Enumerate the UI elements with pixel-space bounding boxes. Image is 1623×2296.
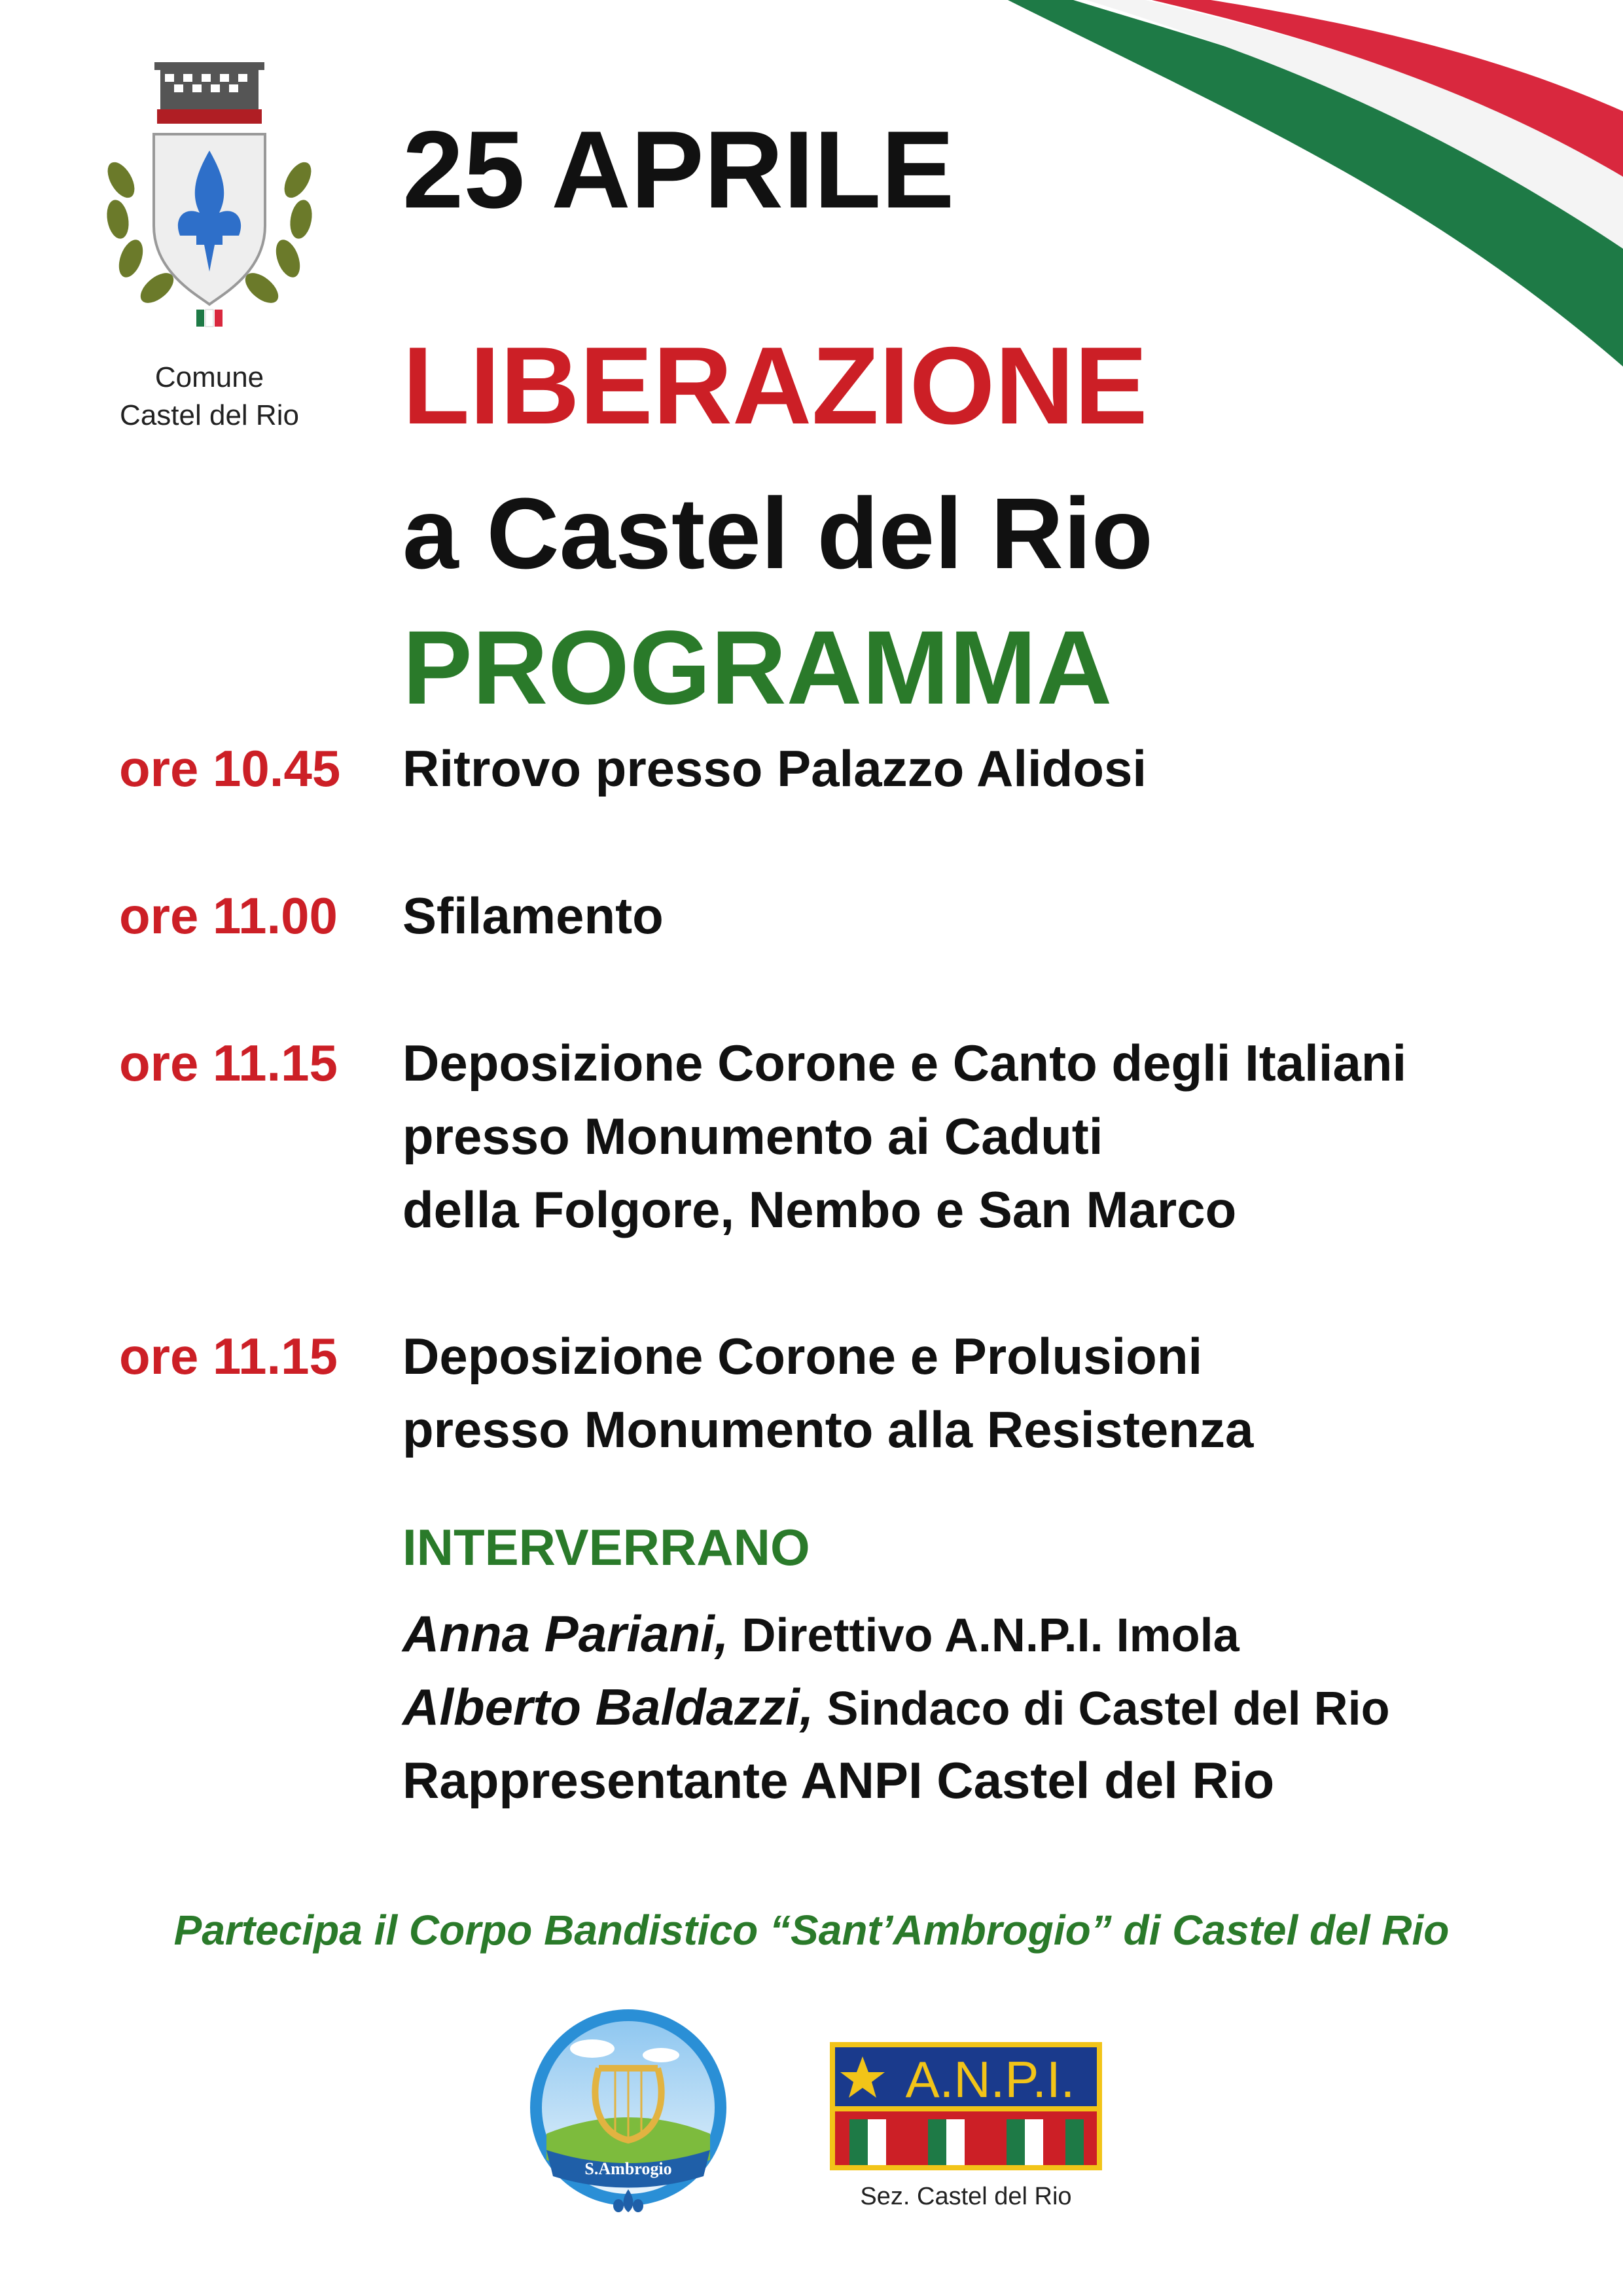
comune-label-line2: Castel del Rio [120, 399, 299, 431]
program-time: ore 11.15 [119, 1034, 338, 1092]
program-time: ore 11.15 [119, 1327, 338, 1385]
program-time: ore 11.00 [119, 887, 338, 944]
program-line: Deposizione Corone e Canto degli Italiani [402, 1034, 1407, 1092]
program-line: Deposizione Corone e Prolusioni [402, 1327, 1203, 1385]
speaker-name: Anna Pariani, [402, 1605, 729, 1662]
program-line: presso Monumento ai Caduti [402, 1107, 1103, 1165]
program-description [402, 732, 1600, 805]
program-time: ore 10.45 [119, 740, 341, 797]
anpi-logo-text: A.N.P.I. [905, 2051, 1075, 2108]
program-line: della Folgore, Nembo e San Marco [402, 1181, 1237, 1238]
speaker-row [402, 1597, 1600, 1672]
event-date: 25 APRILE [402, 108, 955, 231]
band-participation-note: Partecipa il Corpo Bandistico “Sant’Ambrogio” di Castel del Rio [173, 1907, 1450, 1954]
program-line: presso Monumento alla Resistenza [402, 1401, 1254, 1458]
event-location: a Castel del Rio [402, 477, 1153, 590]
speaker-role: Rappresentante ANPI Castel del Rio [402, 1751, 1275, 1809]
program-heading: PROGRAMMA [402, 609, 1113, 726]
speakers-heading: INTERVERRANO [402, 1518, 810, 1576]
event-title: LIBERAZIONE [402, 324, 1148, 447]
speaker-name: Alberto Baldazzi, [402, 1678, 814, 1736]
speaker-row [402, 1670, 1600, 1746]
program-line: Sfilamento [402, 887, 664, 944]
speaker-row [402, 1744, 1600, 1817]
speaker-role: Direttivo A.N.P.I. Imola [741, 1609, 1240, 1662]
speaker-role: Sindaco di Castel del Rio [827, 1683, 1390, 1735]
band-logo [520, 2003, 736, 2219]
program-description [402, 879, 1600, 952]
anpi-section-caption: Sez. Castel del Rio [860, 2183, 1072, 2210]
program-description [402, 1026, 1600, 1246]
program-description [402, 1319, 1600, 1466]
anpi-logo [830, 2042, 1102, 2170]
comune-label [85, 359, 334, 435]
coat-of-arms-icon [92, 62, 327, 331]
comune-label-line1: Comune [154, 361, 264, 393]
program-line: Ritrovo presso Palazzo Alidosi [402, 740, 1147, 797]
band-logo-text: S.Ambrogio [584, 2159, 672, 2178]
